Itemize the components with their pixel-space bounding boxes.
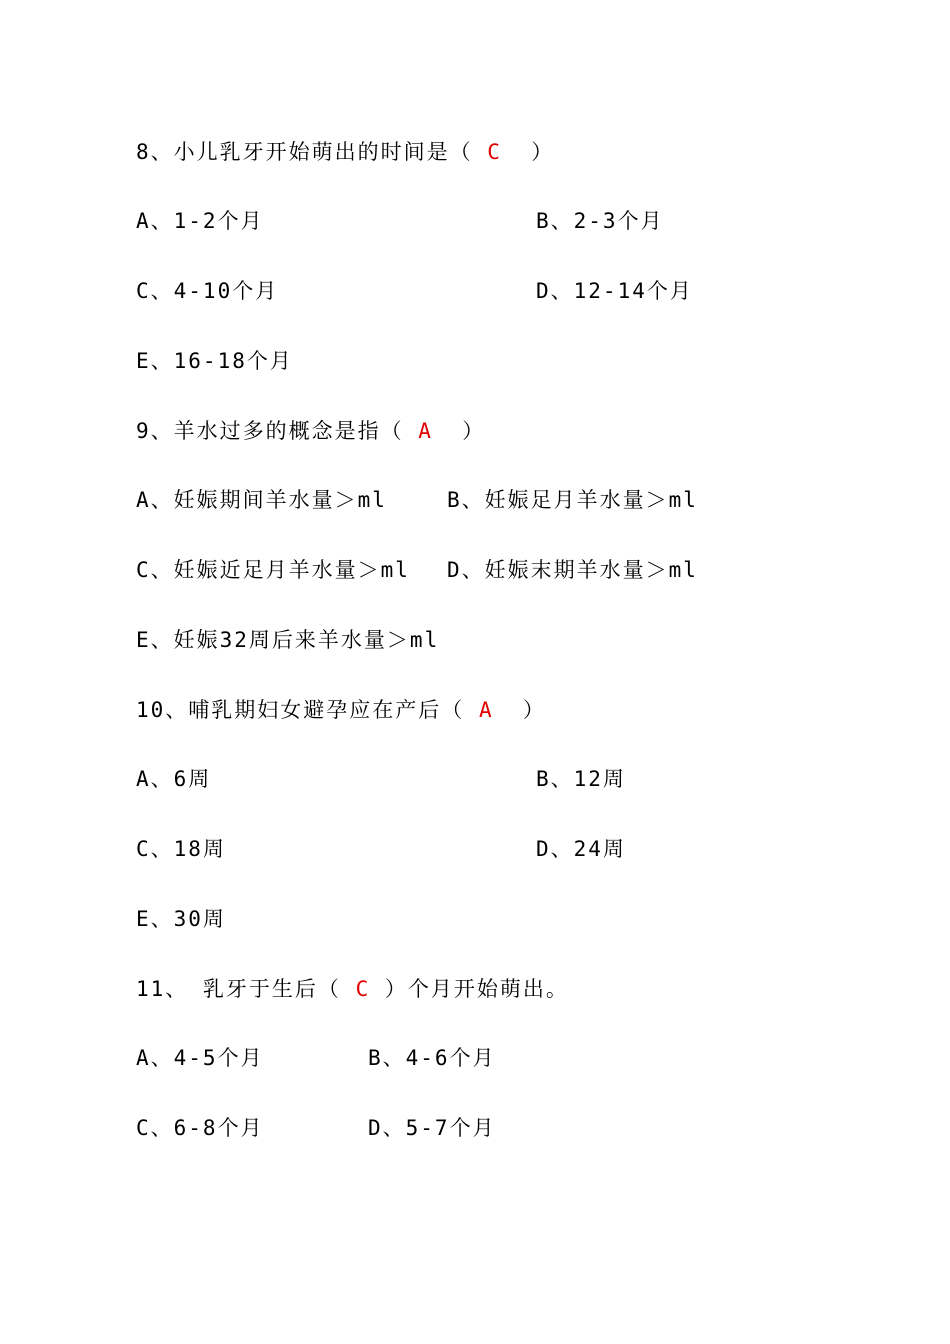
question-9-option-c: C、妊娠近足月羊水量＞ml <box>136 558 410 582</box>
question-8-option-e: E、16-18个月 <box>136 349 293 373</box>
question-8-option-d: D、12-14个月 <box>536 279 693 303</box>
question-8-option-a: A、1-2个月 <box>136 209 264 233</box>
question-10-option-e: E、30周 <box>136 907 226 931</box>
question-9-text: 9、羊水过多的概念是指（ <box>136 419 419 443</box>
question-9-option-b: B、妊娠足月羊水量＞ml <box>447 488 698 512</box>
question-10-option-a: A、6周 <box>136 767 212 791</box>
question-11-option-a: A、4-5个月 <box>136 1046 264 1070</box>
question-8-answer: C <box>487 140 502 164</box>
question-11-answer: C <box>355 977 371 1001</box>
question-9-stem <box>136 415 485 447</box>
question-8-text: 8、小儿乳牙开始萌出的时间是（ <box>136 140 488 164</box>
question-10-close: ） <box>493 698 546 722</box>
question-10-option-b: B、12周 <box>536 767 626 791</box>
question-11-close: ）个月开始萌出。 <box>370 977 569 1001</box>
question-10-text: 10、哺乳期妇女避孕应在产后（ <box>136 698 479 722</box>
question-11-option-d: D、5-7个月 <box>368 1116 496 1140</box>
question-8-option-c: C、4-10个月 <box>136 279 279 303</box>
question-10-stem <box>136 694 546 726</box>
question-8-option-b: B、2-3个月 <box>536 209 664 233</box>
question-11-text: 11、 乳牙于生后（ <box>136 977 356 1001</box>
question-11-option-b: B、4-6个月 <box>368 1046 496 1070</box>
question-10-answer: A <box>478 698 494 722</box>
question-8-stem <box>136 136 554 168</box>
question-10-option-c: C、18周 <box>136 837 226 861</box>
question-10-option-d: D、24周 <box>536 837 626 861</box>
question-9-option-e: E、妊娠32周后来羊水量＞ml <box>136 628 440 652</box>
question-9-answer: A <box>418 419 433 443</box>
question-9-close: ） <box>432 419 486 443</box>
question-8-close: ） <box>501 140 555 164</box>
question-9-option-d: D、妊娠末期羊水量＞ml <box>447 558 698 582</box>
question-11-option-c: C、6-8个月 <box>136 1116 264 1140</box>
question-11-stem <box>136 973 569 1005</box>
question-9-option-a: A、妊娠期间羊水量＞ml <box>136 488 387 512</box>
